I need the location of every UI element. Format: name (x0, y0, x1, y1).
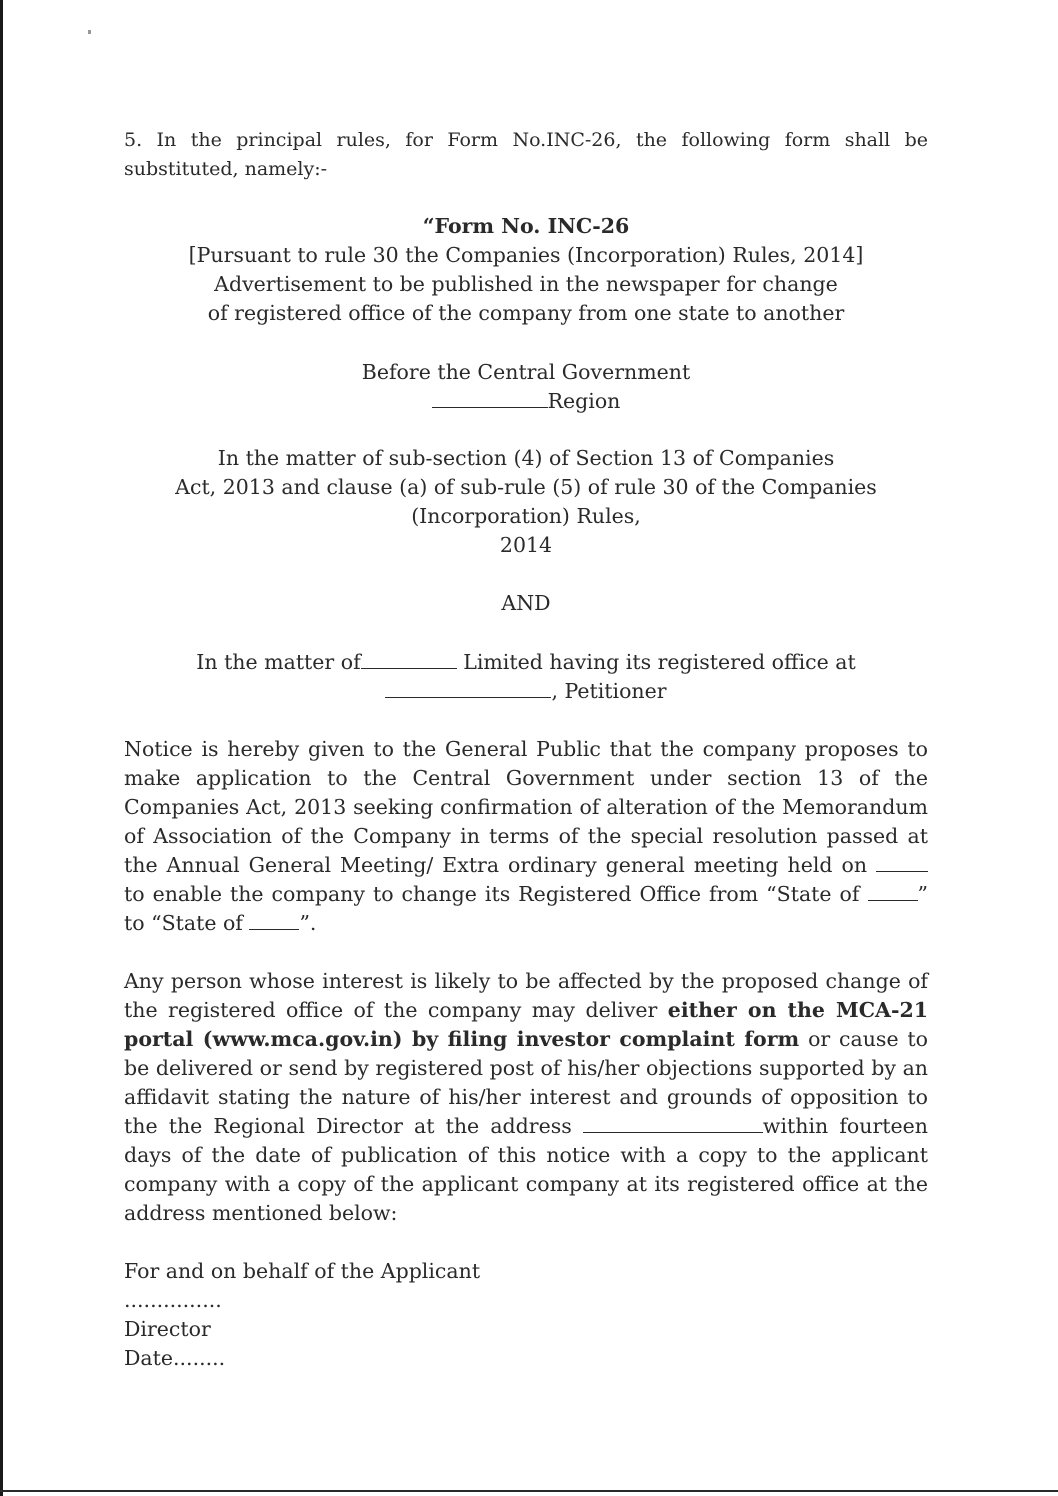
intro-paragraph: 5. In the principal rules, for Form No.INC-26, the following form shall be substituted, namely:- (124, 129, 928, 180)
authority-line: Before the Central Government (361, 360, 691, 384)
scan-speck (88, 30, 91, 34)
matter-line-2: Act, 2013 and clause (a) of sub-rule (5) of rule 30 of the Companies (175, 475, 877, 499)
objection-text-1: Any person whose interest is likely to be affected by the proposed change of the registered office of the company may deliver (124, 969, 928, 1022)
matter-line-3: (Incorporation) Rules, (411, 504, 641, 528)
notice-text-2: to enable the company to change its Registered Office from “State of (124, 882, 860, 906)
form-title: “Form No. INC-26 (422, 214, 630, 238)
petitioner-line-2 (124, 677, 928, 706)
region-blank (432, 389, 548, 408)
petitioner-suffix: , Petitioner (551, 679, 667, 703)
objection-text-2: or cause to be delivered or send by registered post of his/her objections supported by an affidavit stating the nature of his/her interest and grounds of opposition to the the Regional Director at the address (124, 1027, 928, 1138)
date-label: Date........ (124, 1346, 226, 1370)
office-address-blank (385, 679, 551, 698)
form-pursuant-line: [Pursuant to rule 30 the Companies (Incorporation) Rules, 2014] (188, 243, 864, 267)
petitioner-middle: Limited having its registered office at (463, 650, 856, 674)
matter-line-1: In the matter of sub-section (4) of Section 13 of Companies (217, 446, 835, 470)
scan-bottom-edge (0, 1490, 1058, 1492)
form-purpose-line-2: of registered office of the company from one state to another (207, 301, 845, 325)
objection-bold-text: either on the MCA-21 portal (www.mca.gov.in) by filing investor complaint form (124, 998, 928, 1051)
notice-text-5: ”. (299, 911, 317, 935)
petitioner-line-1 (124, 648, 928, 677)
signature-dots: ............... (124, 1288, 222, 1312)
objection-text-3: within fourteen days of the date of publication of this notice with a copy to the applicant company with a copy of the applicant company at its registered office at the address mentioned below: (124, 1114, 928, 1225)
petitioner-prefix: In the matter of (196, 650, 361, 674)
meeting-date-blank (876, 853, 928, 872)
form-purpose-line-1: Advertisement to be published in the newspaper for change (214, 272, 838, 296)
notice-text-3: ” (917, 882, 928, 906)
regional-director-address-blank (583, 1114, 763, 1133)
scan-left-edge (0, 0, 3, 1496)
notice-paragraph (124, 735, 928, 938)
director-label: Director (124, 1317, 211, 1341)
state-from-blank (868, 882, 918, 901)
notice-text-4: to “State of (124, 911, 243, 935)
document-page (124, 126, 928, 1373)
objection-paragraph (124, 967, 928, 1228)
behalf-line: For and on behalf of the Applicant (124, 1259, 481, 1283)
region-line (124, 387, 928, 416)
notice-text-1: Notice is hereby given to the General Public that the company proposes to make application to the Central Government under section 13 of the Companies Act, 2013 seeking confirmation of alteration of the Memorandum of Association of the Company in terms of the special resolution passed at the Annual General Meeting/ Extra ordinary general meeting held on (124, 737, 928, 877)
and-label: AND (501, 591, 551, 615)
matter-line-4: 2014 (499, 533, 553, 557)
company-name-blank (361, 650, 457, 669)
region-label: Region (547, 389, 621, 413)
state-to-blank (249, 911, 299, 930)
